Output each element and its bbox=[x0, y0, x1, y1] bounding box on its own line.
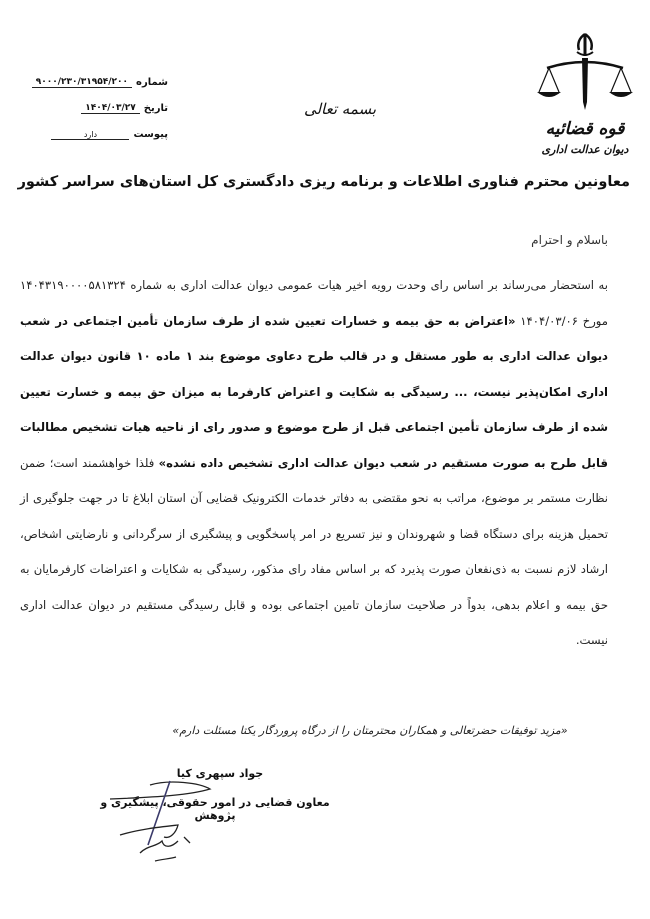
letter-body bbox=[20, 268, 608, 659]
greeting: باسلام و احترام bbox=[531, 233, 608, 247]
scales-emblem-icon bbox=[535, 32, 635, 117]
signer-title: معاون قضایی در امور حقوقی، پیشگیری و پژوهش bbox=[100, 796, 330, 822]
date-value: ۱۴۰۴/۰۳/۲۷ bbox=[81, 103, 140, 114]
number-row bbox=[8, 62, 168, 88]
closing-line: «مزید توفیقات حضرتعالی و همکاران محترمتان را از درگاه پروردگار یکتا مسئلت دارم» bbox=[172, 724, 568, 737]
body-ruling-quote: «اعتراض به حق بیمه و خسارات تعیین شده از طرف سازمان تأمین اجتماعی در شعب دیوان عدالت اداری به طور مستقل و در قالب طرح دعاوی موضوع بند ۱ ماده ۱۰ قانون دیوان عدالت اداری امکان‌پذیر نیست، ... رسیدگی به شکایت و اعتراض کارفرما به میزان حق بیمه و خسارت تعیین شده از طرف سازمان تأمین اجتماعی قبل از طرح موضوع و صدور رای از ناحیه هیات تشخیص مطالبات قابل طرح به صورت مستقیم در شعب دیوان عدالت اداری تشخیص داده نشده» bbox=[20, 313, 608, 470]
date-label: تاریخ bbox=[143, 103, 168, 114]
date-row bbox=[8, 88, 168, 114]
handwritten-signature bbox=[100, 775, 220, 870]
attachment-value: دارد bbox=[51, 130, 129, 140]
body-request: فلذا خواهشمند است؛ ضمن نظارت مستمر بر موضوع، مراتب به نحو مقتضی به دفاتر خدمات الکترونیک قضایی آن استان ابلاغ تا در جهت جلوگیری از تحمیل هزینه برای دستگاه قضا و شهروندان و نیز تسریع در امر پاسخگویی و پیشگیری از سرگردانی و نارضایتی اشخاص، ارشاد لازم نسبت به ذی‌نفعان صورت پذیرد که بر اساس مفاد رای مذکور، رسیدگی به شکایات و اعتراضات کارفرمایان به حق بیمه و اعلام بدهی، بدواً در صلاحیت سازمان تامین اجتماعی بوده و قابل رسیدگی مستقیم در دیوان عدالت اداری نیست. bbox=[20, 455, 608, 647]
attachment-label: پیوست bbox=[133, 129, 168, 140]
signer-name: جواد سپهری کیا bbox=[176, 767, 264, 780]
logo-subtitle: دیوان عدالت اداری bbox=[541, 143, 629, 156]
number-label: شماره bbox=[136, 77, 168, 88]
letter-meta bbox=[8, 62, 168, 140]
recipient-line: معاونین محترم فناوری اطلاعات و برنامه ریزی دادگستری کل استان‌های سراسر کشور bbox=[17, 174, 630, 190]
attachment-row bbox=[8, 114, 168, 140]
logo-title: قوه قضائیه bbox=[545, 119, 625, 139]
number-value: ۹۰۰۰/۲۳۰/۳۱۹۵۴/۲۰۰ bbox=[32, 77, 132, 88]
body-intro: به استحضار می‌رساند بر اساس رای وحدت رویه اخیر هیات عمومی دیوان عدالت اداری به شماره ۱۴۰۴۳۱۹۰۰۰۰۵۸۱۳۲۴ مورخ ۱۴۰۴/۰۳/۰۶ bbox=[20, 278, 609, 328]
judiciary-logo bbox=[530, 32, 640, 156]
bismillah-heading: بسمه تعالی bbox=[303, 100, 377, 118]
